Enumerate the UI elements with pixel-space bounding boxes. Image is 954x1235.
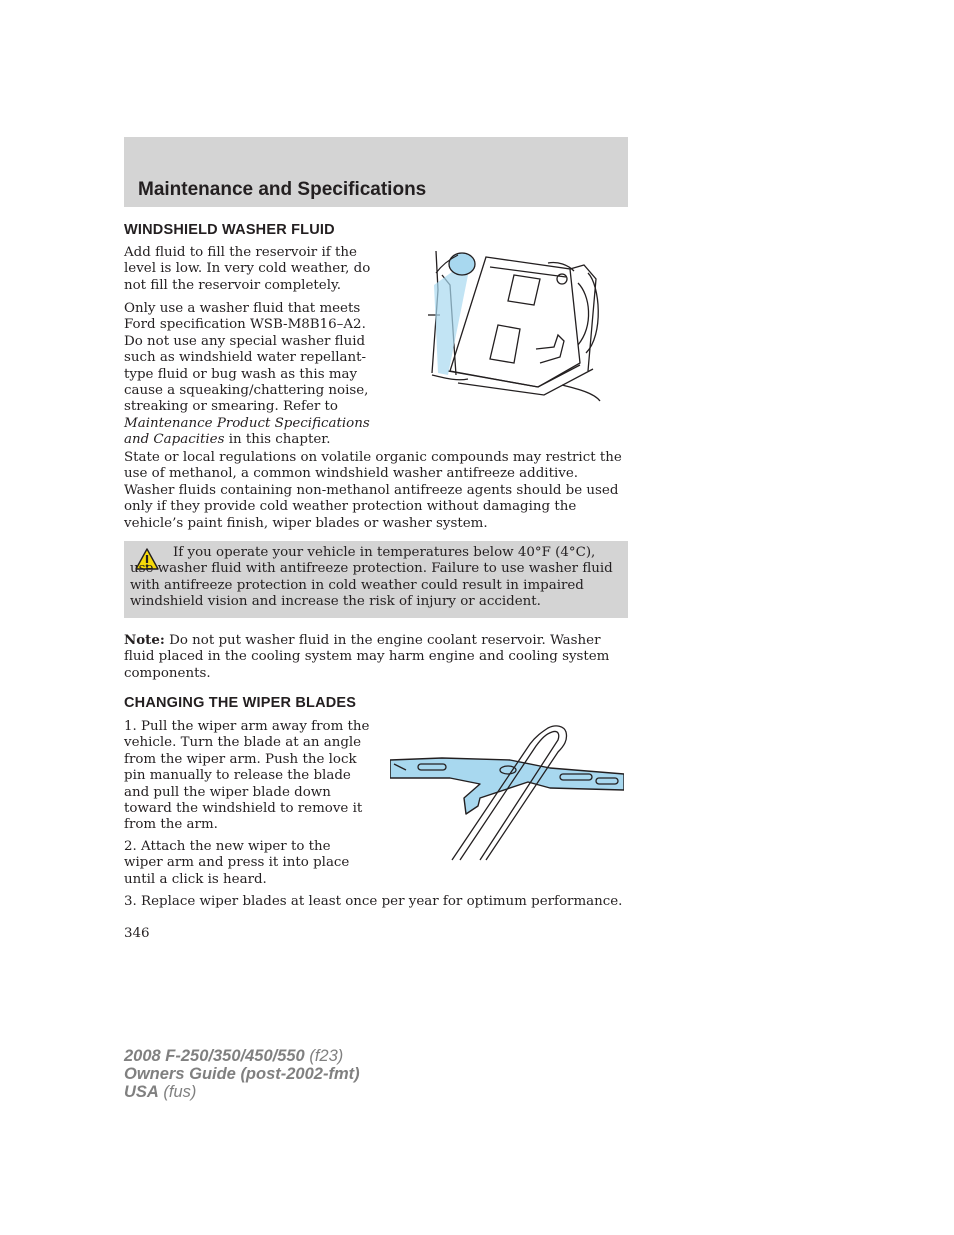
section-heading-wiper-blades: CHANGING THE WIPER BLADES xyxy=(124,695,357,711)
washer-reservoir-illustration xyxy=(428,245,604,403)
footer-market-code: (fus) xyxy=(158,1083,197,1101)
footer-line-2 xyxy=(124,1065,360,1083)
page-number: 346 xyxy=(124,926,150,941)
warning-text: If you operate your vehicle in temperatures below 40°F (4°C), use washer fluid with antifreeze protection. Failure to use washer fluid with antifreeze protection in cold weather could result in impaired windshield vision and increase the risk of injury or accident. xyxy=(130,545,613,610)
washer-para-2-reference: Maintenance Product Specifications and Capacities xyxy=(124,415,370,448)
washer-para-2-start: Only use a washer fluid that meets Ford specification WSB-M8B16–A2. Do not use any special washer fluid such as windshield water repellant-type fluid or bug wash as this may cause a squeaking/chattering noise, streaking or smearing. Refer to xyxy=(124,301,369,415)
washer-para-3-text: State or local regulations on volatile organic compounds may restrict the use of methanol, a common windshield washer antifreeze additive. Washer fluids containing non-methanol antifreeze agents should be used only if they provide cold weather protection without damaging the vehicle’s paint finish, wiper blades or washer system. xyxy=(124,450,622,531)
footer-guide: Owners Guide (post-2002-fmt) xyxy=(124,1065,360,1083)
washer-para-2 xyxy=(124,301,386,449)
note-text xyxy=(124,632,628,682)
page-title: Maintenance and Specifications xyxy=(138,179,427,200)
footer-line-3 xyxy=(124,1083,360,1101)
footer xyxy=(124,1047,360,1101)
wiper-step-1 xyxy=(124,719,378,834)
note-label: Note: xyxy=(124,632,165,648)
section-heading-washer-fluid: WINDSHIELD WASHER FLUID xyxy=(124,222,335,238)
washer-para-2-end: in this chapter. xyxy=(224,432,331,448)
wiper-step-1-text: 1. Pull the wiper arm away from the vehicle. Turn the blade at an angle from the wiper arm. Push the lock pin manually to release the blade and pull the wiper blade down toward the windshield to remove it from the arm. xyxy=(124,719,370,833)
note-body: Do not put washer fluid in the engine coolant reservoir. Washer fluid placed in the cooling system may harm engine and cooling system components. xyxy=(124,633,610,681)
footer-line-1 xyxy=(124,1047,360,1065)
footer-market: USA xyxy=(124,1083,159,1101)
washer-para-1-text: Add fluid to fill the reservoir if the level is low. In very cold weather, do not fill the reservoir completely. xyxy=(124,245,371,293)
warning-box xyxy=(124,541,628,618)
wiper-step-2-text: 2. Attach the new wiper to the wiper arm and press it into place until a click is heard. xyxy=(124,839,350,887)
footer-model: 2008 F-250/350/450/550 xyxy=(124,1047,305,1065)
note-paragraph xyxy=(124,632,628,682)
wiper-step-3-text: 3. Replace wiper blades at least once per year for optimum performance. xyxy=(124,894,623,909)
wiper-step-2 xyxy=(124,839,372,888)
washer-para-3 xyxy=(124,450,628,532)
wiper-step-3 xyxy=(124,894,634,910)
footer-model-code: (f23) xyxy=(304,1047,344,1065)
wiper-blade-illustration xyxy=(390,718,624,862)
header-band xyxy=(124,137,628,207)
washer-para-2-text xyxy=(124,301,386,449)
washer-para-1 xyxy=(124,245,380,294)
